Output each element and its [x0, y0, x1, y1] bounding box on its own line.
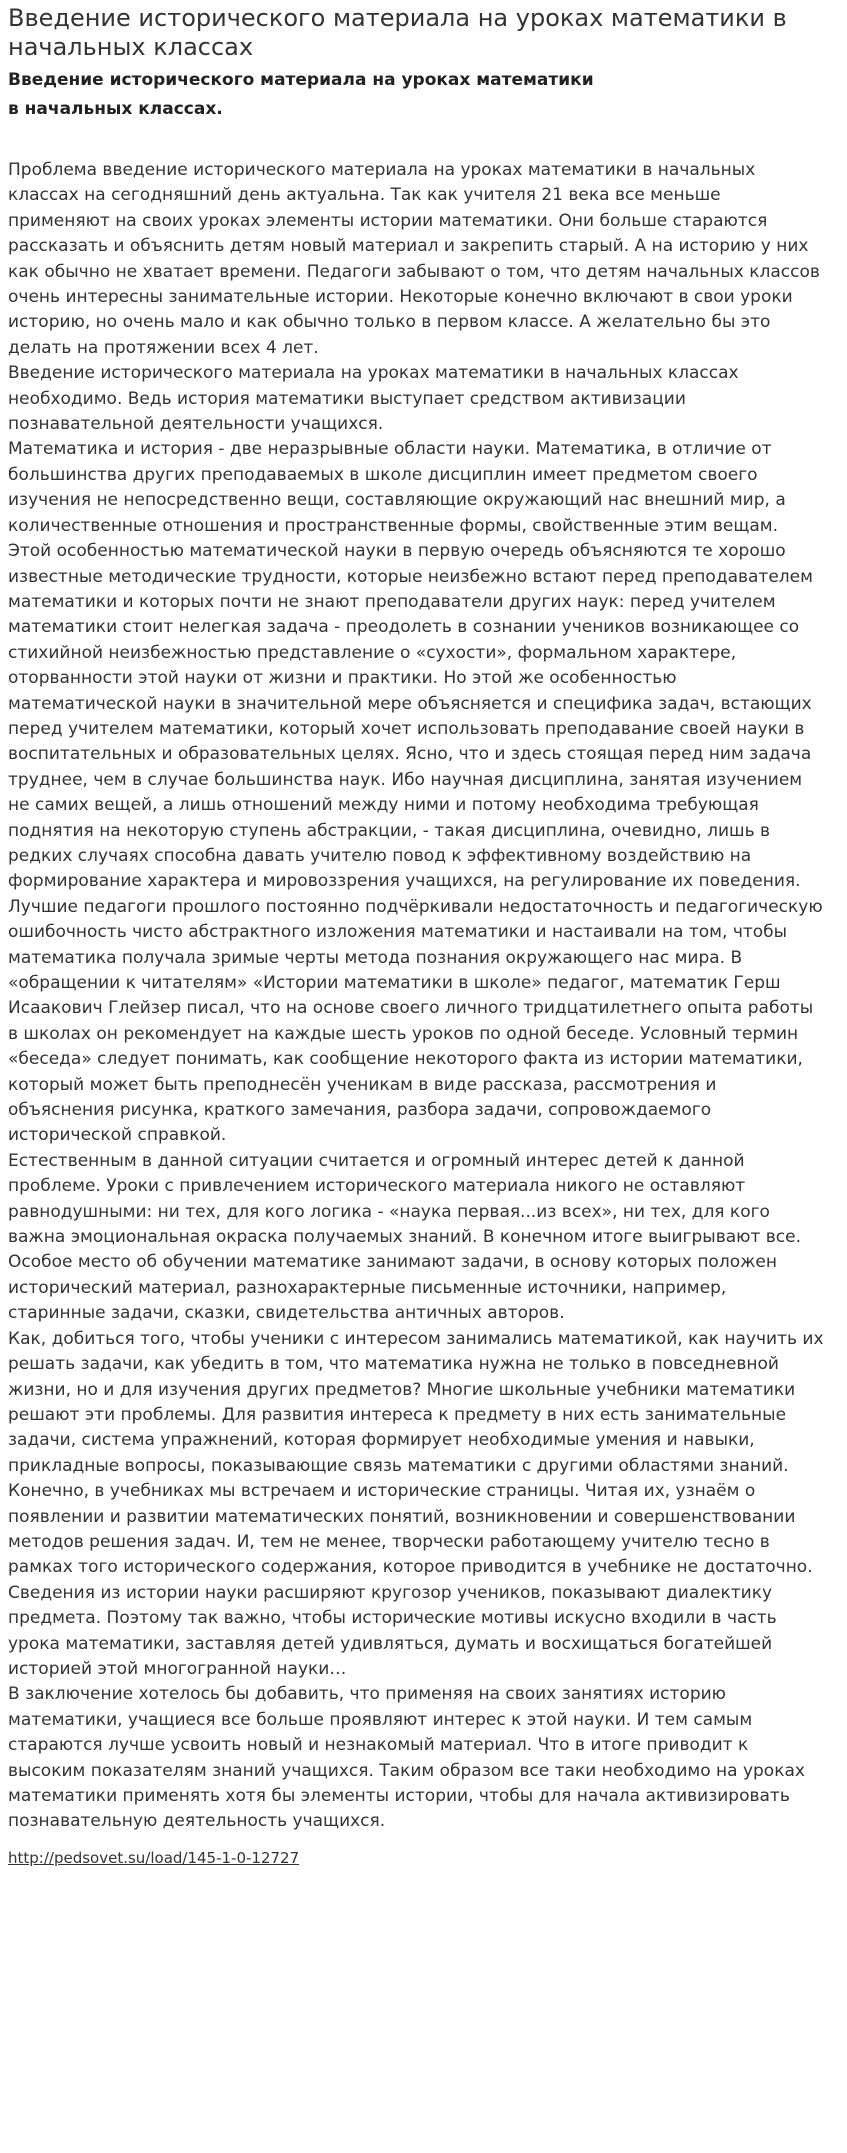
subtitle-line-1: Введение исторического материала на уроках математики: [8, 70, 594, 90]
paragraph-intro: Проблема введение исторического материала на уроках математики в начальных классах на сегодняшний день актуальна. Так как учителя 21 века все меньше применяют на своих уроках элементы истории математики. Они больше стараются рассказать и объяснить детям новый материал и закрепить старый. А на историю у них как обычно не хватает времени. Педагоги забывают о том, что детям начальных классов очень интересны занимательные истории. Некоторые конечно включают в свои уроки историю, но очень мало и как обычно только в первом классе. А желательно бы это делать на протяжении всех 4 лет.: [8, 160, 820, 358]
paragraph-interest: Естественным в данной ситуации считается и огромный интерес детей к данной проблеме. Уроки с привлечением исторического материала никого не оставляют равнодушными: ни тех, для кого логика - «наука первая...из всех», ни тех, для кого важна эмоциональная окраска получаемых знаний. В конечном итоге выигрывают все. Особое место об обучении математике занимают задачи, в основу которых положен исторический материал, разнохарактерные письменные источники, например, старинные задачи, сказки, свидетельства античных авторов.: [8, 1150, 801, 1324]
source-link[interactable]: http://pedsovet.su/load/145-1-0-12727: [8, 1848, 300, 1867]
paragraph-conclusion: В заключение хотелось бы добавить, что применяя на своих занятиях историю математики, учащиеся все больше проявляют интерес к этой науки. И тем самым стараются лучше усвоить новый и незнакомый материал. Что в итоге приводит к высоким показателям знаний учащихся. Таким образом все таки необходимо на уроках математики применять хотя бы элементы истории, чтобы для начала активизировать познавательную деятельность учащихся.: [8, 1684, 805, 1832]
paragraph-necessity: Введение исторического материала на уроках математики в начальных классах необходимо. Ведь история математики выступает средством активизации познавательной деятельности учащихся.: [8, 363, 739, 435]
article-body: [8, 158, 837, 1835]
article-subtitle: [8, 66, 648, 124]
paragraph-how-to: Как, добиться того, чтобы ученики с интересом занимались математикой, как научить их решать задачи, как убедить в том, что математика нужна не только в повседневной жизни, но и для изучения других предметов? Многие школьные учебники математики решают эти проблемы. Для развития интереса к предмету в них есть занимательные задачи, система упражнений, которая формирует необходимые умения и навыки, прикладные вопросы, показывающие связь математики с другими областями знаний. Конечно, в учебниках мы встречаем и исторические страницы. Читая их, узнаём о появлении и развитии математических понятий, возникновении и совершенствовании методов решения задач. И, тем не менее, творчески работающему учителю тесно в рамках того исторического содержания, которое приводится в учебнике не достаточно. Сведения из истории науки расширяют кругозор учеников, показывают диалектику предмета. Поэтому так важно, чтобы исторические мотивы искусно входили в часть урока математики, заставляя детей удивляться, думать и восхищаться богатейшей историей этой многогранной науки…: [8, 1328, 824, 1679]
page-title: Введение исторического материала на уроках математики в начальных классах: [8, 4, 787, 61]
subtitle-line-2: в начальных классах.: [8, 99, 223, 119]
paragraph-best-teachers: Лучшие педагоги прошлого постоянно подчёркивали недостаточность и педагогическую ошибочность чисто абстрактного изложения математики и настаивали на том, чтобы математика получала зримые черты метода познания окружающего нас мира. В «обращении к читателям» «Истории математики в школе» педагог, математик Герш Исаакович Глейзер писал, что на основе своего личного тридцатилетнего опыта работы в школах он рекомендует на каждые шесть уроков по одной беседе. Условный термин «беседа» следует понимать, как сообщение некоторого факта из истории математики, который может быть преподнесён ученикам в виде рассказа, рассмотрения и объяснения рисунка, краткого замечания, разбора задачи, сопровождаемого исторической справкой.: [8, 896, 823, 1146]
paragraph-math-and-history: Математика и история - две неразрывные области науки. Математика, в отличие от большинства других преподаваемых в школе дисциплин имеет предметом своего изучения не непосредственно вещи, составляющие окружающий нас внешний мир, а количественные отношения и пространственные формы, свойственные этим вещам. Этой особенностью математической науки в первую очередь объясняются те хорошо известные методические трудности, которые неизбежно встают перед преподавателем математики и которых почти не знают преподаватели других наук: перед учителем математики стоит нелегкая задача - преодолеть в сознании учеников возникающее со стихийной неизбежностью представление о «сухости», формальном характере, оторванности этой науки от жизни и практики. Но этой же особенностью математической науки в значительной мере объясняется и специфика задач, встающих перед учителем математики, который хочет использовать преподавание своей науки в воспитательных и образовательных целях. Ясно, что и здесь стоящая перед ним задача труднее, чем в случае большинства наук. Ибо научная дисциплина, занятая изучением не самих вещей, а лишь отношений между ними и потому необходима требующая поднятия на некоторую ступень абстракции, - такая дисциплина, очевидно, лишь в редких случаях способна давать учителю повод к эффективному воздействию на формирование характера и мировоззрения учащихся, на регулирование их поведения.: [8, 439, 813, 892]
